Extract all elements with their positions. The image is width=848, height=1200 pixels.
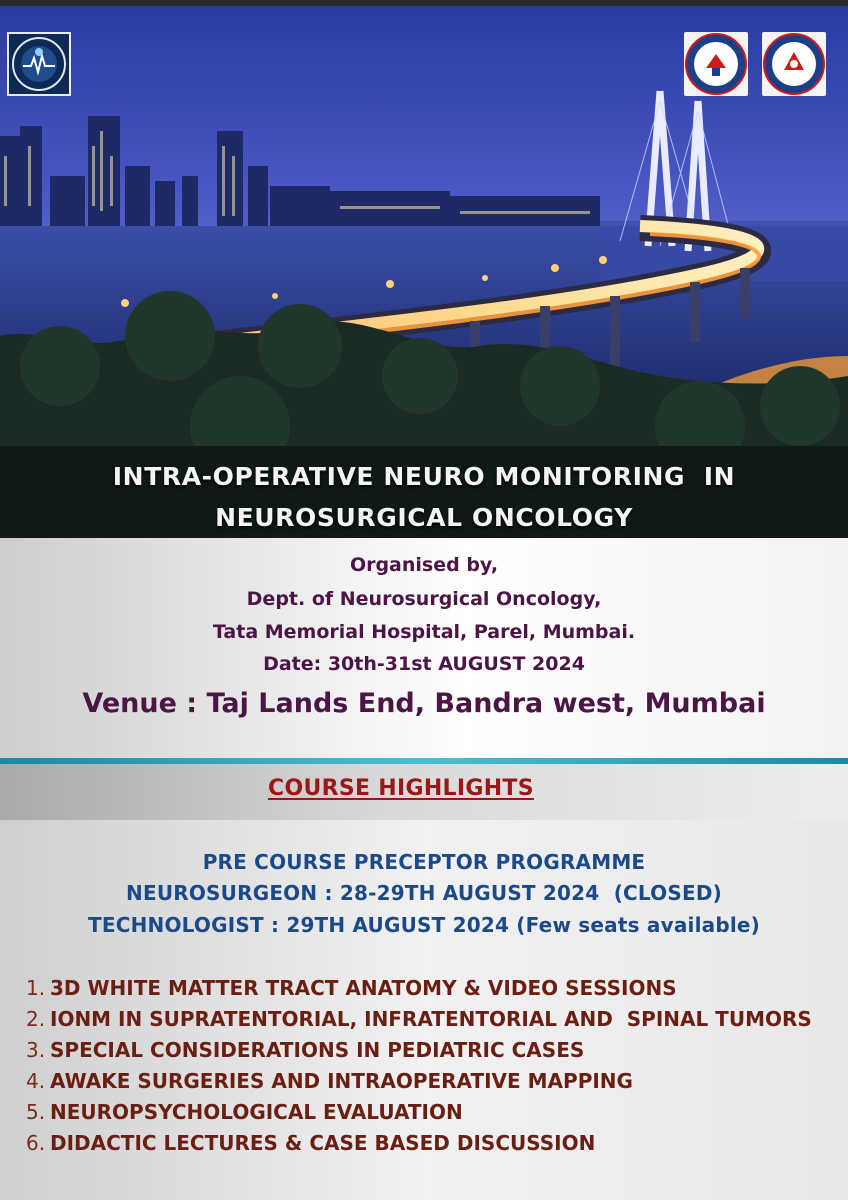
technologist-schedule: TECHNOLOGIST : 29TH AUGUST 2024 (Few seats available)	[88, 913, 760, 937]
list-item-number: 2.	[26, 1007, 46, 1031]
highlights-section	[0, 820, 848, 1200]
list-item	[26, 976, 812, 1007]
actrec-seal-icon	[762, 32, 826, 96]
list-item-number: 5.	[26, 1100, 46, 1124]
list-item	[26, 1100, 812, 1131]
list-item-text: DIDACTIC LECTURES & CASE BASED DISCUSSION	[50, 1131, 596, 1155]
list-item-number: 4.	[26, 1069, 46, 1093]
list-item	[26, 1069, 812, 1100]
list-item	[26, 1007, 812, 1038]
list-item-text: AWAKE SURGERIES AND INTRAOPERATIVE MAPPING	[50, 1069, 633, 1093]
preceptor-programme-title: PRE COURSE PRECEPTOR PROGRAMME	[202, 850, 646, 874]
event-title-line1: INTRA-OPERATIVE NEURO MONITORING IN	[112, 462, 736, 491]
neurosurgeon-schedule: NEUROSURGEON : 28-29TH AUGUST 2024 (CLOSED)	[126, 881, 722, 905]
list-item-number: 6.	[26, 1131, 46, 1155]
organiser-section	[0, 538, 848, 758]
organised-by-label: Organised by,	[349, 554, 499, 576]
list-item-text: 3D WHITE MATTER TRACT ANATOMY & VIDEO SESSIONS	[50, 976, 677, 1000]
event-venue: Venue : Taj Lands End, Bandra west, Mumbai	[82, 688, 766, 719]
highlights-list	[26, 976, 812, 1162]
hero-image	[0, 6, 848, 538]
hospital-name: Tata Memorial Hospital, Parel, Mumbai.	[212, 621, 636, 643]
course-highlights-heading: COURSE HIGHLIGHTS	[268, 776, 534, 801]
list-item-text: NEUROPSYCHOLOGICAL EVALUATION	[50, 1100, 463, 1124]
list-item	[26, 1038, 812, 1069]
department-name: Dept. of Neurosurgical Oncology,	[246, 588, 602, 610]
list-item-number: 3.	[26, 1038, 46, 1062]
ionm-society-logo-icon	[7, 32, 71, 96]
list-item-text: SPECIAL CONSIDERATIONS IN PEDIATRIC CASES	[50, 1038, 585, 1062]
highlights-heading-band	[0, 764, 848, 820]
list-item	[26, 1131, 812, 1162]
event-title-line2: NEUROSURGICAL ONCOLOGY	[215, 503, 633, 532]
list-item-text: IONM IN SUPRATENTORIAL, INFRATENTORIAL AND SPINAL TUMORS	[50, 1007, 812, 1031]
tata-memorial-hospital-seal-icon	[684, 32, 748, 96]
event-title	[0, 456, 848, 538]
event-date: Date: 30th-31st AUGUST 2024	[263, 653, 585, 675]
list-item-number: 1.	[26, 976, 46, 1000]
